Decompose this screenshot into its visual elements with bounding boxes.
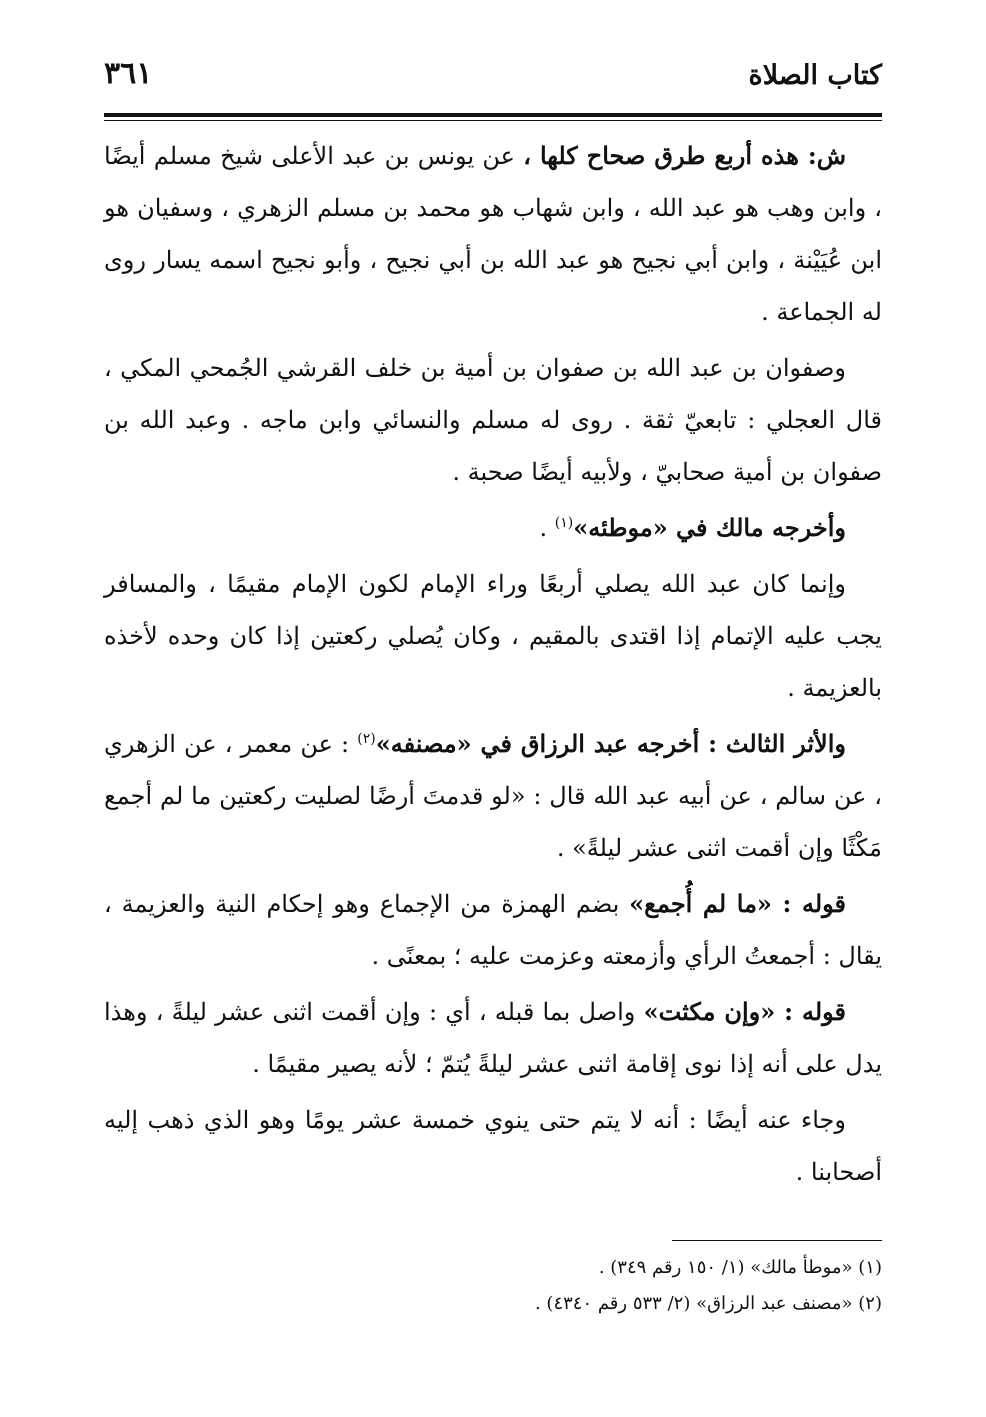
paragraph-1 bbox=[104, 130, 882, 338]
paragraph-lead: وأخرجه مالك في «موطئه» bbox=[573, 513, 846, 542]
footnote-1: (١) «موطأ مالك» (١/ ١٥٠ رقم ٣٤٩) . bbox=[598, 1257, 882, 1278]
page-header bbox=[104, 56, 882, 106]
paragraph-2 bbox=[104, 342, 882, 498]
header-rule-thick bbox=[104, 113, 882, 117]
running-title: كتاب الصلاة bbox=[748, 60, 882, 91]
paragraph-lead: ش: هذه أربع طرق صحاح كلها ، bbox=[523, 141, 846, 170]
footnote-2: (٢) «مصنف عبد الرزاق» (٢/ ٥٣٣ رقم ٤٣٤٠) . bbox=[534, 1293, 882, 1314]
paragraph-7 bbox=[104, 986, 882, 1090]
paragraph-text: وجاء عنه أيضًا : أنه لا يتم حتى ينوي خمسة عشر يومًا وهو الذي ذهب إليه أصحابنا . bbox=[104, 1106, 882, 1186]
main-text bbox=[104, 130, 882, 1198]
paragraph-text: . bbox=[539, 514, 555, 542]
paragraph-text: بضم الهمزة من الإجماع وهو إحكام النية والعزيمة ، يقال : أجمعتُ الرأي وأزمعته وعزمت عليه ؛ بمعنًى . bbox=[104, 890, 882, 970]
paragraph-text: عن يونس بن عبد الأعلى شيخ مسلم أيضًا ، وابن وهب هو عبد الله ، وابن شهاب هو محمد بن مسلم الزهري ، وسفيان هو ابن عُيَيْنة ، وابن أبي نجيح هو عبد الله بن أبي نجيح ، وأبو نجيح اسمه يسار روى له الجماعة . bbox=[104, 142, 882, 326]
footnote-ref: (١) bbox=[554, 515, 574, 531]
paragraph-text: : عن معمر ، عن الزهري ، عن سالم ، عن أبيه عبد الله قال : «لو قدمتَ أرضًا لصليت ركعتين ما لم أجمع مَكْثًا وإن أقمت اثنى عشر ليلةً» . bbox=[104, 730, 882, 862]
paragraph-8 bbox=[104, 1094, 882, 1198]
paragraph-4 bbox=[104, 558, 882, 714]
paragraph-text: وصفوان بن عبد الله بن صفوان بن أمية بن خلف القرشي الجُمحي المكي ، قال العجلي : تابعيّ ثقة . روى له مسلم والنسائي وابن ماجه . وعبد الله بن صفوان بن أمية صحابيّ ، ولأبيه أيضًا صحبة . bbox=[104, 354, 882, 486]
footnote-ref: (٢) bbox=[357, 731, 376, 747]
paragraph-6 bbox=[104, 878, 882, 982]
paragraph-3 bbox=[104, 502, 882, 554]
paragraph-text: واصل بما قبله ، أي : وإن أقمت اثنى عشر ليلةً ، وهذا يدل على أنه إذا نوى إقامة اثنى عشر ليلةً يُتمّ ؛ لأنه يصير مقيمًا . bbox=[104, 998, 882, 1078]
page-number: ٣٦١ bbox=[104, 56, 153, 91]
header-rule-thin bbox=[104, 120, 882, 121]
paragraph-lead: قوله : «ما لم أُجمع» bbox=[629, 889, 847, 918]
footnotes bbox=[104, 1250, 882, 1322]
footnote-separator bbox=[672, 1240, 882, 1241]
paragraph-5 bbox=[104, 718, 882, 874]
paragraph-lead: قوله : «وإن مكثت» bbox=[643, 997, 847, 1026]
paragraph-lead: والأثر الثالث : أخرجه عبد الرزاق في «مصنفه» bbox=[375, 729, 846, 758]
paragraph-text: وإنما كان عبد الله يصلي أربعًا وراء الإمام لكون الإمام مقيمًا ، والمسافر يجب عليه الإتمام إذا اقتدى بالمقيم ، وكان يُصلي ركعتين إذا كان وحده لأخذه بالعزيمة . bbox=[104, 570, 882, 702]
